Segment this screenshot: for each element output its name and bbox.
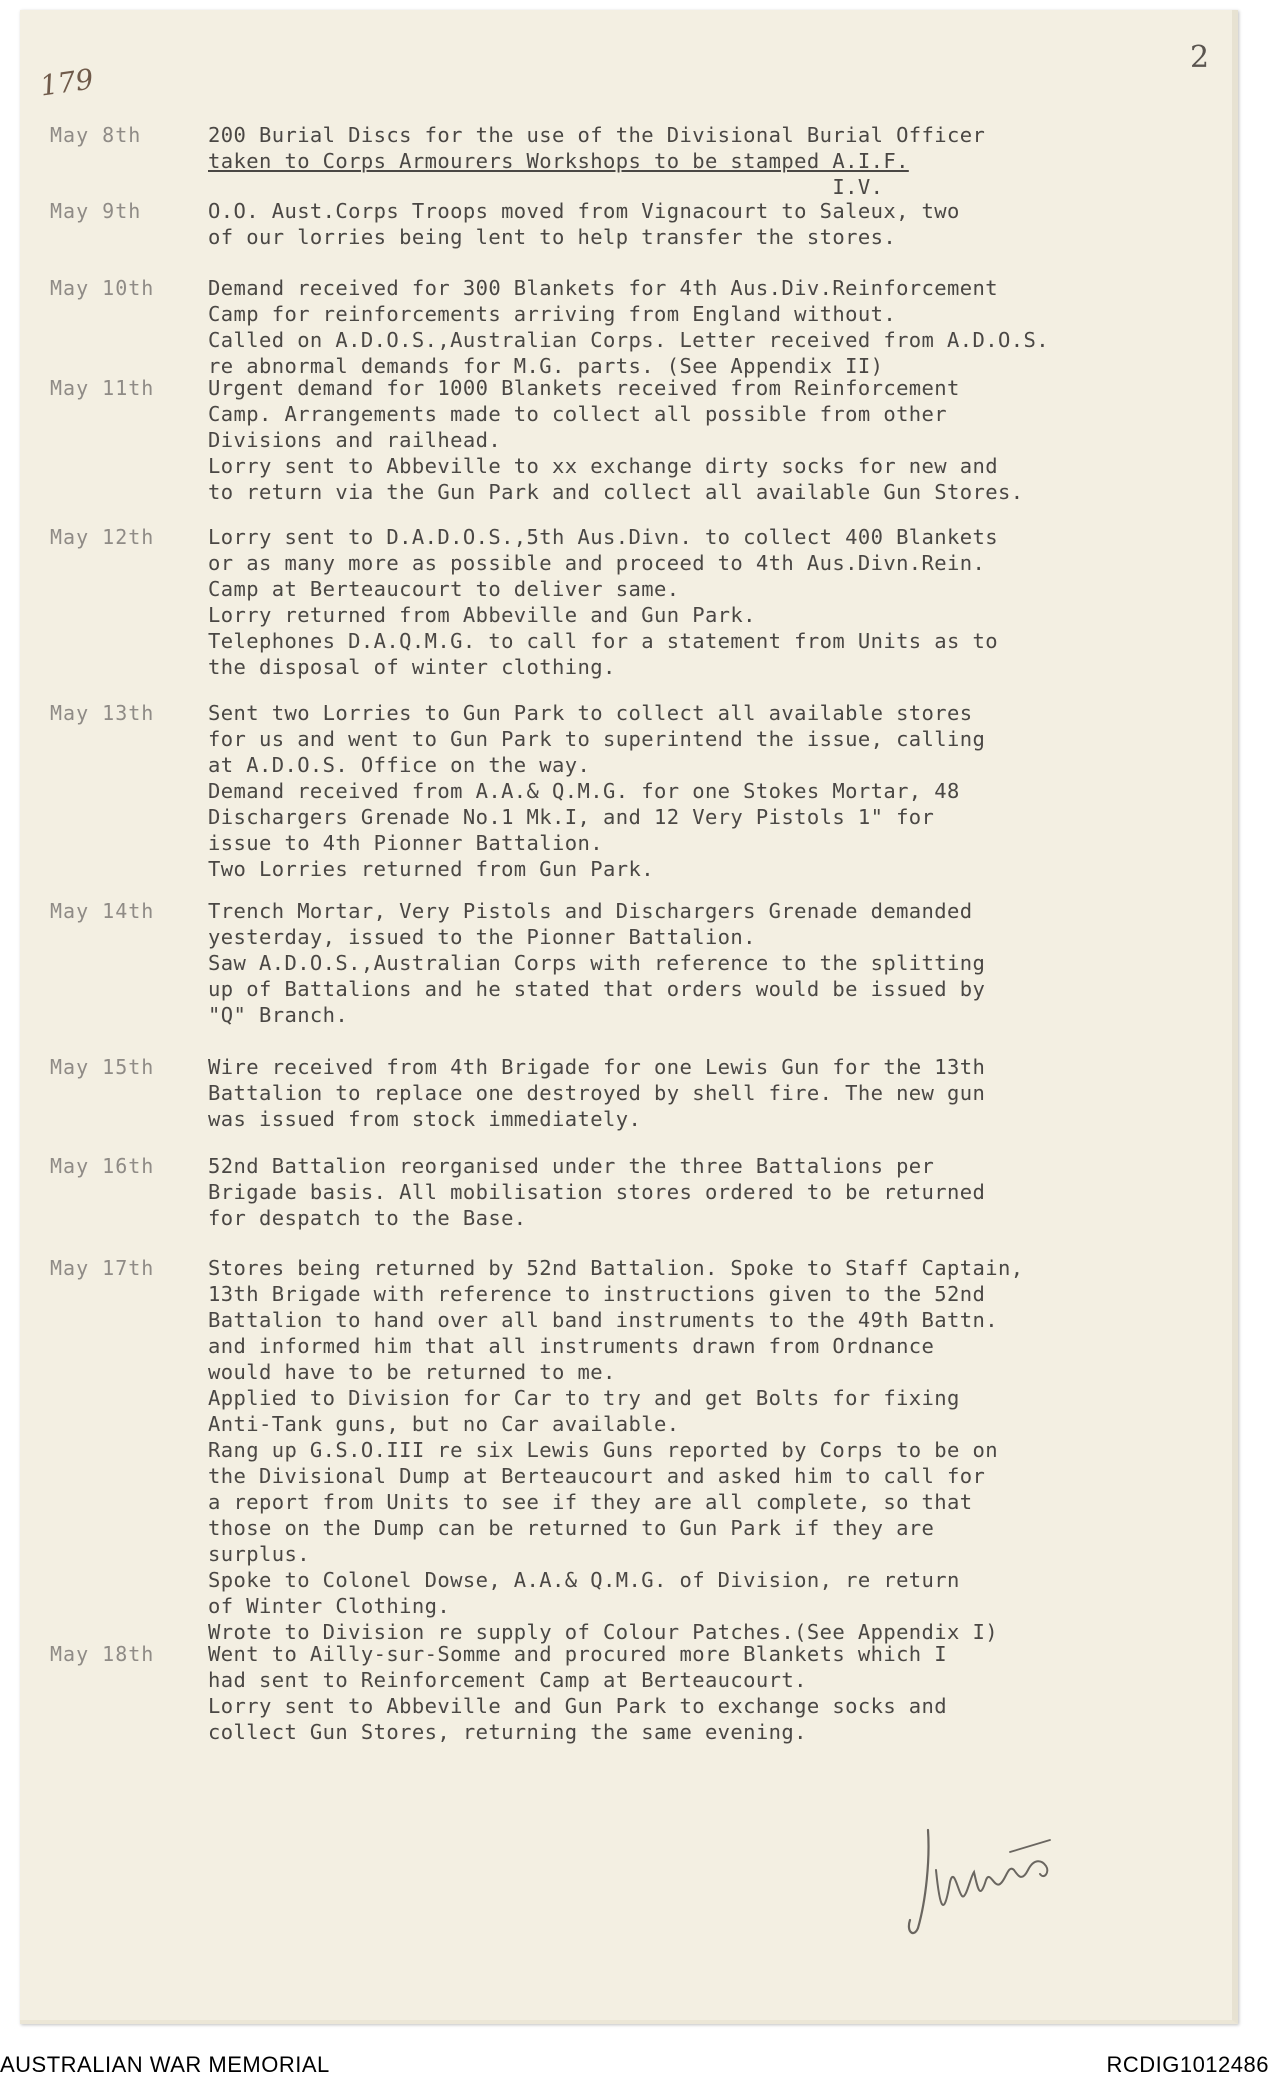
entry-line: at A.D.O.S. Office on the way. (208, 753, 591, 777)
entry-text (208, 898, 1208, 1028)
entry-line: Went to Ailly-sur-Somme and procured more Blankets which I (208, 1642, 948, 1666)
entry-line: was issued from stock immediately. (208, 1107, 642, 1131)
entry-line: Dischargers Grenade No.1 Mk.I, and 12 Very Pistols 1" for (208, 805, 935, 829)
entry-line: Battalion to hand over all band instruments to the 49th Battn. (208, 1308, 999, 1332)
entry-line: re abnormal demands for M.G. parts. (See Appendix II) (208, 354, 884, 378)
entry-line: a report from Units to see if they are all complete, so that (208, 1490, 973, 1514)
entry-line: those on the Dump can be returned to Gun Park if they are (208, 1516, 935, 1540)
entry-line: and informed him that all instruments drawn from Ordnance (208, 1334, 935, 1358)
entry-line: 13th Brigade with reference to instructions given to the 52nd (208, 1282, 986, 1306)
entry-line: issue to 4th Pionner Battalion. (208, 831, 604, 855)
entry-line: 200 Burial Discs for the use of the Divisional Burial Officer (208, 123, 986, 147)
entry-line: surplus. (208, 1542, 310, 1566)
entry-date: May 18th (50, 1642, 155, 1666)
entry-line: Lorry sent to D.A.D.O.S.,5th Aus.Divn. to collect 400 Blankets (208, 525, 999, 549)
entry-text (208, 122, 1208, 200)
entry-text (208, 700, 1208, 882)
entry-line: O.O. Aust.Corps Troops moved from Vignacourt to Saleux, two (208, 199, 960, 223)
entry-line: "Q" Branch. (208, 1003, 349, 1027)
entry-text (208, 1641, 1208, 1745)
entry-line: Demand received for 300 Blankets for 4th Aus.Div.Reinforcement (208, 276, 999, 300)
entry-text (208, 275, 1208, 379)
entry-line: Applied to Division for Car to try and get Bolts for fixing (208, 1386, 960, 1410)
entry-line: would have to be returned to me. (208, 1360, 616, 1384)
entry-line: Camp. Arrangements made to collect all possible from other (208, 402, 948, 426)
entry-line: Camp at Berteaucourt to deliver same. (208, 577, 680, 601)
entry-date: May 15th (50, 1055, 155, 1079)
entry-line: Sent two Lorries to Gun Park to collect all available stores (208, 701, 973, 725)
entry-line: Demand received from A.A.& Q.M.G. for one Stokes Mortar, 48 (208, 779, 960, 803)
entry-text (208, 198, 1208, 250)
entry-line: I.V. (208, 175, 884, 199)
entry-line: Rang up G.S.O.III re six Lewis Guns reported by Corps to be on (208, 1438, 999, 1462)
entry-line: for us and went to Gun Park to superintend the issue, calling (208, 727, 986, 751)
entry-date: May 10th (50, 276, 155, 300)
entry-date: May 14th (50, 899, 155, 923)
entry-line: had sent to Reinforcement Camp at Berteaucourt. (208, 1668, 807, 1692)
entry-date: May 13th (50, 701, 155, 725)
entry-text (208, 1153, 1208, 1231)
entry-line: Lorry returned from Abbeville and Gun Park. (208, 603, 756, 627)
entry-line: for despatch to the Base. (208, 1206, 527, 1230)
page-number: 2 (1190, 40, 1210, 75)
entry-line: taken to Corps Armourers Workshops to be stamped A.I.F. (208, 149, 909, 173)
entry-line: to return via the Gun Park and collect all available Gun Stores. (208, 480, 1024, 504)
entry-line: of our lorries being lent to help transfer the stores. (208, 225, 897, 249)
entry-date: May 9th (50, 199, 142, 223)
entry-line: or as many more as possible and proceed to 4th Aus.Divn.Rein. (208, 551, 986, 575)
entry-text (208, 524, 1208, 680)
entry-line: Lorry sent to Abbeville to xx exchange dirty socks for new and (208, 454, 999, 478)
handwritten-signature (900, 1800, 1120, 1950)
entry-line: Divisions and railhead. (208, 428, 502, 452)
entry-date: May 11th (50, 376, 155, 400)
footer-reference: RCDIG1012486 (1106, 2052, 1269, 2077)
entry-line: Saw A.D.O.S.,Australian Corps with reference to the splitting (208, 951, 986, 975)
footer-institution: AUSTRALIAN WAR MEMORIAL (0, 2052, 330, 2077)
entry-line: Spoke to Colonel Dowse, A.A.& Q.M.G. of Division, re return (208, 1568, 960, 1592)
entry-date: May 12th (50, 525, 155, 549)
entry-line: Stores being returned by 52nd Battalion. Spoke to Staff Captain, (208, 1256, 1024, 1280)
entry-line: Lorry sent to Abbeville and Gun Park to exchange socks and (208, 1694, 948, 1718)
entry-line: Battalion to replace one destroyed by shell fire. The new gun (208, 1081, 986, 1105)
entry-line: collect Gun Stores, returning the same evening. (208, 1720, 807, 1744)
document-page (20, 10, 1238, 2024)
entry-line: Wrote to Division re supply of Colour Patches.(See Appendix I) (208, 1620, 999, 1644)
entry-date: May 8th (50, 123, 142, 147)
entry-text (208, 1255, 1208, 1645)
entry-line: Urgent demand for 1000 Blankets received from Reinforcement (208, 376, 960, 400)
entry-text (208, 375, 1208, 505)
entry-text (208, 1054, 1208, 1132)
entry-line: Trench Mortar, Very Pistols and Dischargers Grenade demanded (208, 899, 973, 923)
entry-line: Camp for reinforcements arriving from England without. (208, 302, 897, 326)
entry-line: Brigade basis. All mobilisation stores ordered to be returned (208, 1180, 986, 1204)
entry-line: up of Battalions and he stated that orders would be issued by (208, 977, 986, 1001)
entry-line: Telephones D.A.Q.M.G. to call for a statement from Units as to (208, 629, 999, 653)
entry-date: May 17th (50, 1256, 155, 1280)
entry-line: yesterday, issued to the Pionner Battalion. (208, 925, 756, 949)
entry-date: May 16th (50, 1154, 155, 1178)
entry-line: Called on A.D.O.S.,Australian Corps. Letter received from A.D.O.S. (208, 328, 1049, 352)
entry-line: of Winter Clothing. (208, 1594, 451, 1618)
entry-line: Anti-Tank guns, but no Car available. (208, 1412, 680, 1436)
handwritten-folio-number: 179 (37, 62, 96, 103)
entry-line: Two Lorries returned from Gun Park. (208, 857, 654, 881)
entry-line: 52nd Battalion reorganised under the three Battalions per (208, 1154, 935, 1178)
entry-line: the disposal of winter clothing. (208, 655, 616, 679)
entry-line: Wire received from 4th Brigade for one Lewis Gun for the 13th (208, 1055, 986, 1079)
entry-line: the Divisional Dump at Berteaucourt and asked him to call for (208, 1464, 986, 1488)
